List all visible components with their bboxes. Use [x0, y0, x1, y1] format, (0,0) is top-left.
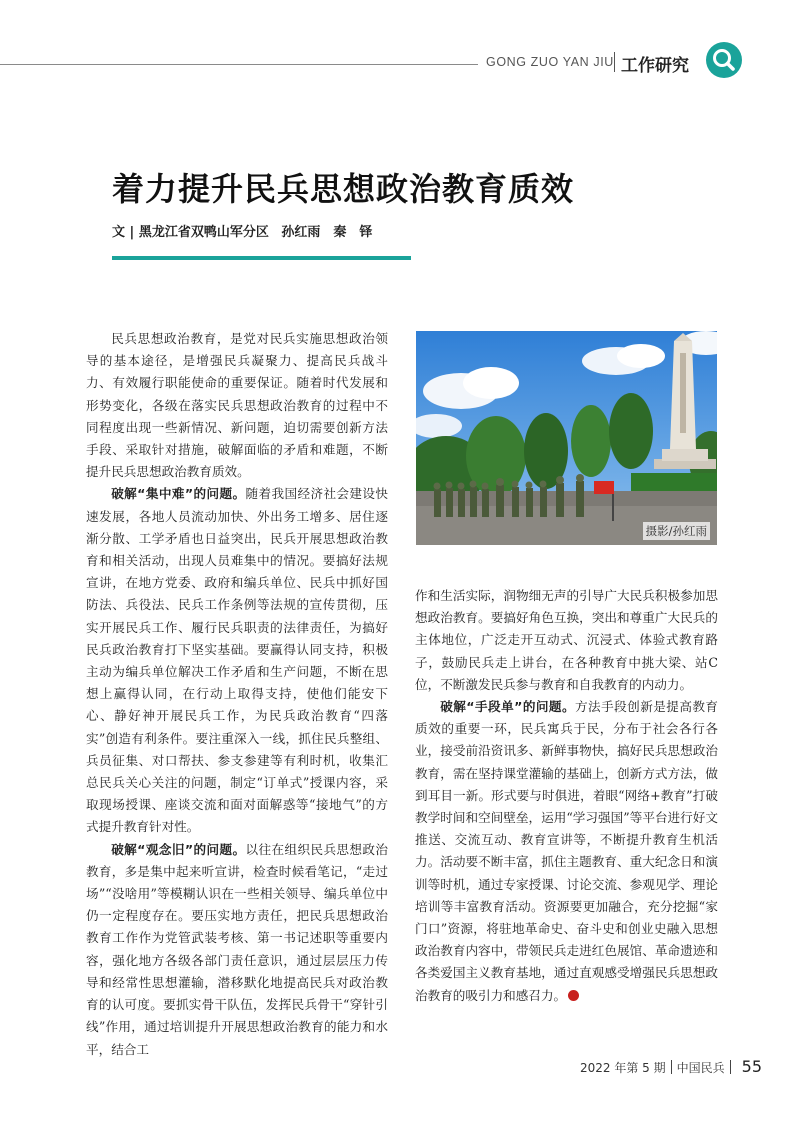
- paragraph-old-concepts-cont: 作和生活实际，润物细无声的引导广大民兵积极参加思想政治教育。要搞好角色互换，突出和尊重广大民兵的主体地位，广泛走开互动式、沉浸式、体验式教育路子，鼓励民兵走上讲台，在各种教育中挑大梁、站C位，不断激发民兵参与教育和自我教育的内动力。: [415, 588, 718, 692]
- article-photo: [416, 331, 717, 545]
- footer-separator: [730, 1060, 731, 1074]
- header-rule: [0, 64, 478, 65]
- byline-unit: 黑龙江省双鸭山军分区: [138, 225, 269, 240]
- search-icon: [706, 42, 742, 78]
- page-footer: [580, 1057, 762, 1076]
- article-title: 着力提升民兵思想政治教育质效: [112, 170, 575, 208]
- article-column-left: [86, 328, 388, 1061]
- paragraph-old-concepts: 破解“观念旧”的问题。以往在组织民兵思想政治教育，多是集中起来听宣讲，检查时候看笔记，“走过场”“没啥用”等模糊认识在一些相关领导、编兵单位中仍一定程度存在。要压实地方责任，把民兵思想政治教育工作作为党管武装考核、第一书记述职等重要内容，强化地方各级各部门责任意识，通过层层压力传导和经常性思想灌输，潜移默化地提高民兵对政治教育的认可度。要抓实骨干队伍，发挥民兵骨干“穿针引线”作用，通过培训提升开展思想政治教育的能力和水平，结合工: [86, 841, 389, 1057]
- section-lead: 破解“集中难”的问题。: [111, 486, 246, 502]
- magazine-name: 中国民兵: [676, 1061, 725, 1075]
- byline: [112, 221, 372, 240]
- photo-caption: 摄影/孙红雨: [643, 522, 710, 540]
- paragraph-single-means: 破解“手段单”的问题。方法手段创新是提高教育质效的重要一环，民兵寓兵于民，分布于社会各行各业，接受前沿资讯多、新鲜事物快，搞好民兵思想政治教育，需在坚持课堂灌输的基础上，创新方式方法，做到耳目一新。形式要与时俱进，着眼“网络+教育”打破教学时间和空间壁垒，运用“学习强国”等平台进行好文推送、交流互动、教育宣讲等，不断提升教育生机活力。活动要不断丰富，抓住主题教育、重大纪念日和演训等时机，通过专家授课、讨论交流、参观见学、理论培训等丰富教育活动。资源要更加融合，充分挖掘“家门口”资源，将驻地革命史、奋斗史和创业史融入思想政治教育内容中，带领民兵走进红色展馆、革命遗迹和各类爱国主义教育基地，通过直观感受增强民兵思想政治教育的吸引力和感召力。: [415, 699, 718, 1003]
- byline-authors: 孙红雨 秦 铎: [281, 225, 373, 240]
- paragraph-concentration: 破解“集中难”的问题。随着我国经济社会建设快速发展，各地人员流动加快、外出务工增多、居住逐渐分散、工学矛盾也日益突出，民兵开展思想政治教育和相关活动，出现人员难集中的情况。要搞好法规宣讲，在地方党委、政府和编兵单位、民兵中抓好国防法、兵役法、民兵工作条例等法规的宣传贯彻，压实开展民兵工作、履行民兵职责的法律责任，为搞好民兵政治教育打下坚实基础。要赢得认同支持，积极主动为编兵单位解决工作矛盾和生产问题，不断在思想上赢得认同，在行动上取得支持，使他们能安下心、静好神开展民兵工作，为民兵政治教育“四落实”创造有利条件。要注重深入一线，抓住民兵整组、兵员征集、对口帮扶、参支参建等有利时机，收集汇总民兵关心关注的问题，制定“订单式”授课内容，采取现场授课、座谈交流和面对面解惑等“接地气”的方式提升教育针对性。: [86, 486, 389, 835]
- issue-label: 2022 年第 5 期: [580, 1061, 666, 1075]
- article-column-right: [415, 585, 718, 1007]
- title-underline: [112, 256, 411, 260]
- end-mark-icon: [568, 990, 579, 1001]
- page-number: 55: [741, 1057, 762, 1076]
- section-name-pinyin: GONG ZUO YAN JIU: [486, 55, 614, 69]
- section-name: 工作研究: [621, 56, 689, 76]
- paragraph-intro: 民兵思想政治教育，是党对民兵实施思想政治领导的基本途径，是增强民兵凝聚力、提高民兵战斗力、有效履行职能使命的重要保证。随着时代发展和形势变化，各级在落实民兵思想政治教育的过程中不同程度出现一些新情况、新问题，迫切需要创新方法手段、采取针对措施，破解面临的矛盾和难题，不断提升民兵思想政治教育质效。: [86, 331, 388, 480]
- footer-separator: [671, 1060, 672, 1074]
- byline-separator: |: [129, 225, 135, 240]
- byline-prefix: 文: [112, 225, 126, 240]
- section-lead: 破解“观念旧”的问题。: [111, 841, 246, 857]
- section-lead: 破解“手段单”的问题。: [440, 699, 575, 715]
- header-separator: [614, 52, 615, 72]
